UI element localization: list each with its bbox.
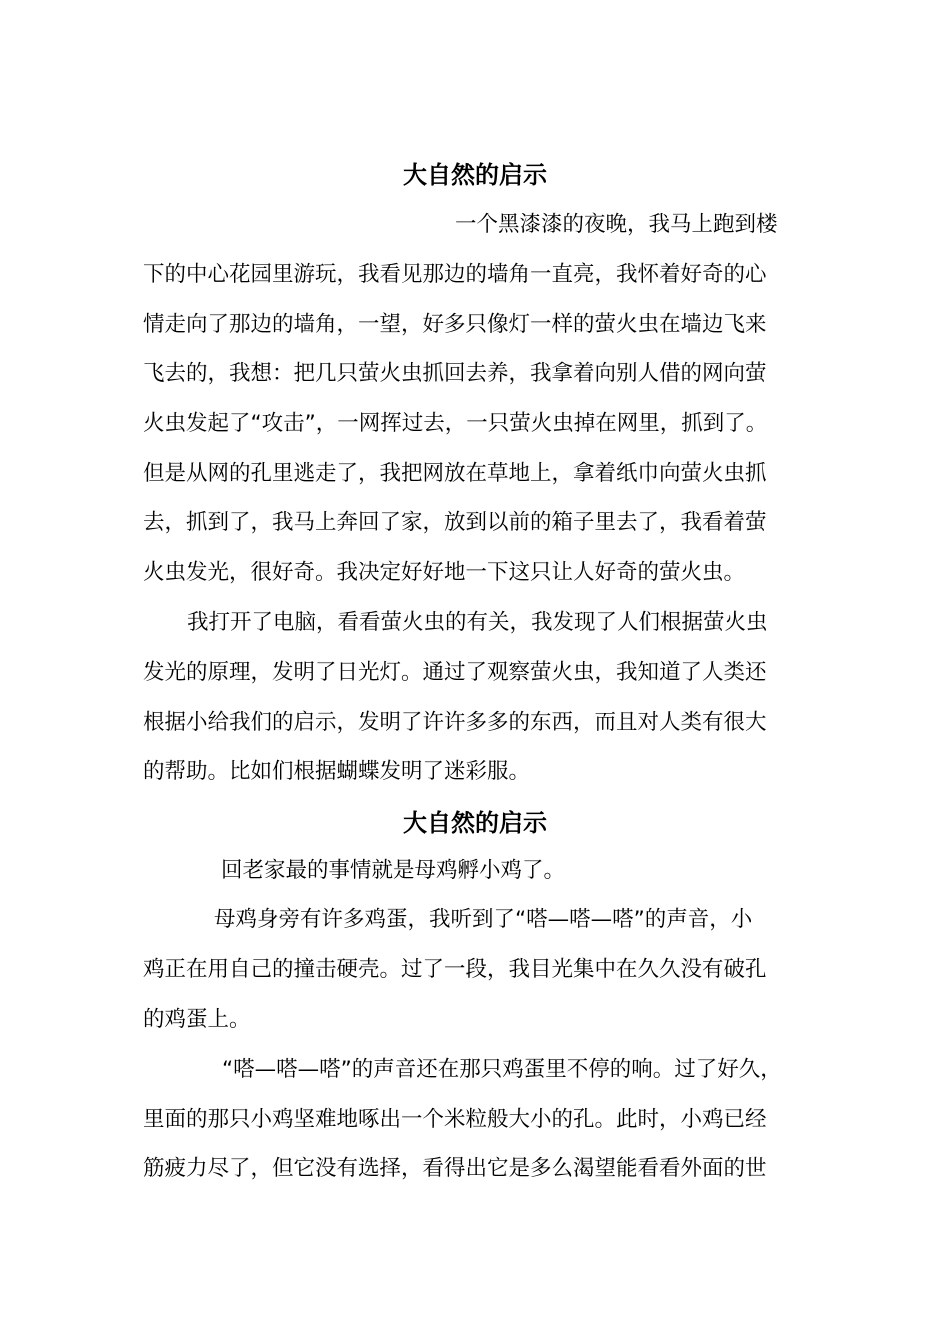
section1-line: 的帮助。比如们根据蝴蝶发明了迷彩服。 xyxy=(143,759,531,784)
section1-line: 火虫发起了“攻击”，一网挥过去，一只萤火虫掉在网里，抓到了。 xyxy=(143,411,768,436)
section1-line: 我打开了电脑，看看萤火虫的有关，我发现了人们根据萤火虫 xyxy=(187,610,768,635)
section2-line: “嗒—嗒—嗒”的声音还在那只鸡蛋里不停的响。过了好久， xyxy=(222,1057,782,1082)
section2-line: 鸡正在用自己的撞击硬壳。过了一段，我目光集中在久久没有破孔 xyxy=(143,957,767,982)
section1-line: 飞去的，我想：把几只萤火虫抓回去养，我拿着向别人借的网向萤 xyxy=(143,361,767,386)
section1-line: 下的中心花园里游玩，我看见那边的墙角一直亮，我怀着好奇的心 xyxy=(143,262,767,287)
section1-line: 火虫发光，很好奇。我决定好好地一下这只让人好奇的萤火虫。 xyxy=(143,560,746,585)
section1-line: 但是从网的孔里逃走了，我把网放在草地上，拿着纸巾向萤火虫抓 xyxy=(143,461,767,486)
section2-line: 回老家最的事情就是母鸡孵小鸡了。 xyxy=(221,858,566,883)
section2-line: 的鸡蛋上。 xyxy=(143,1007,251,1032)
section2-line: 母鸡身旁有许多鸡蛋，我听到了“嗒—嗒—嗒”的声音，小 xyxy=(214,907,753,932)
section1-line: 一个黑漆漆的夜晚，我马上跑到楼 xyxy=(455,212,778,237)
section2-title: 大自然的启示 xyxy=(403,809,547,837)
section1-line: 去，抓到了，我马上奔回了家，放到以前的箱子里去了，我看着萤 xyxy=(143,510,767,535)
section1-line: 根据小给我们的启示，发明了许许多多的东西，而且对人类有很大 xyxy=(143,710,767,735)
section1-title: 大自然的启示 xyxy=(403,161,547,189)
section1-line: 情走向了那边的墙角，一望，好多只像灯一样的萤火虫在墙边飞来 xyxy=(143,312,767,337)
section1-line: 发光的原理，发明了日光灯。通过了观察萤火虫，我知道了人类还 xyxy=(143,660,767,685)
section2-line: 里面的那只小鸡坚难地啄出一个米粒般大小的孔。此时，小鸡已经 xyxy=(143,1107,767,1132)
section2-line: 筋疲力尽了，但它没有选择，看得出它是多么渴望能看看外面的世 xyxy=(143,1156,767,1181)
